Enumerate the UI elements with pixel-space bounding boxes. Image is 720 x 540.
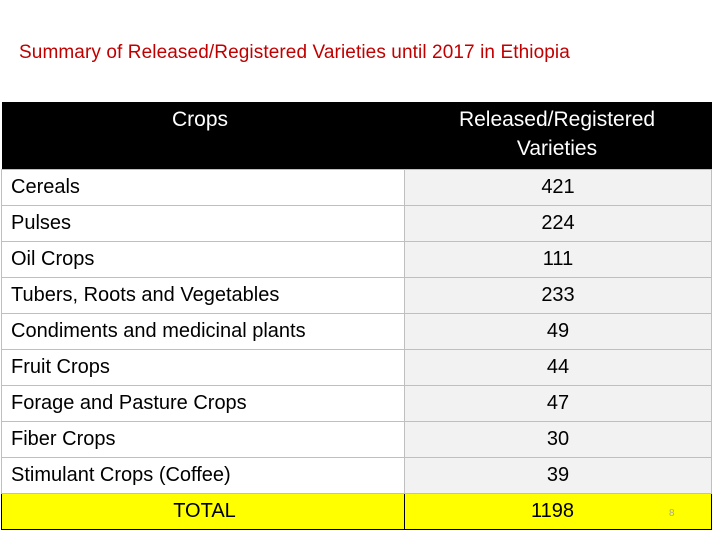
- table-row: [2, 386, 712, 422]
- variety-count: 30: [405, 422, 712, 458]
- variety-count: 111: [405, 242, 712, 278]
- table-header: [2, 102, 712, 170]
- table-row: [2, 314, 712, 350]
- crop-name: Tubers, Roots and Vegetables: [2, 278, 405, 314]
- table-row: [2, 350, 712, 386]
- crop-name: Cereals: [2, 170, 405, 206]
- variety-count: 224: [405, 206, 712, 242]
- variety-count: 47: [405, 386, 712, 422]
- varieties-table: [1, 102, 712, 530]
- page-number: 8: [669, 508, 675, 519]
- crop-name: Condiments and medicinal plants: [2, 314, 405, 350]
- table-row: [2, 242, 712, 278]
- table-row: [2, 278, 712, 314]
- table-row: [2, 206, 712, 242]
- header-varieties: Released/Registered Varieties: [405, 102, 712, 170]
- total-row: [2, 494, 712, 530]
- slide-title: Summary of Released/Registered Varieties until 2017 in Ethiopia: [19, 42, 570, 63]
- variety-count: 49: [405, 314, 712, 350]
- crop-name: Fruit Crops: [2, 350, 405, 386]
- variety-count: 39: [405, 458, 712, 494]
- table-body: [2, 170, 712, 530]
- variety-count: 233: [405, 278, 712, 314]
- table-row: [2, 458, 712, 494]
- table-row: [2, 422, 712, 458]
- crop-name: Oil Crops: [2, 242, 405, 278]
- crop-name: Stimulant Crops (Coffee): [2, 458, 405, 494]
- crop-name: Fiber Crops: [2, 422, 405, 458]
- variety-count: 44: [405, 350, 712, 386]
- crop-name: Pulses: [2, 206, 405, 242]
- crop-name: Forage and Pasture Crops: [2, 386, 405, 422]
- total-value: 1198: [405, 494, 712, 530]
- header-crops: Crops: [2, 102, 405, 170]
- variety-count: 421: [405, 170, 712, 206]
- table-row: [2, 170, 712, 206]
- total-label: TOTAL: [2, 494, 405, 530]
